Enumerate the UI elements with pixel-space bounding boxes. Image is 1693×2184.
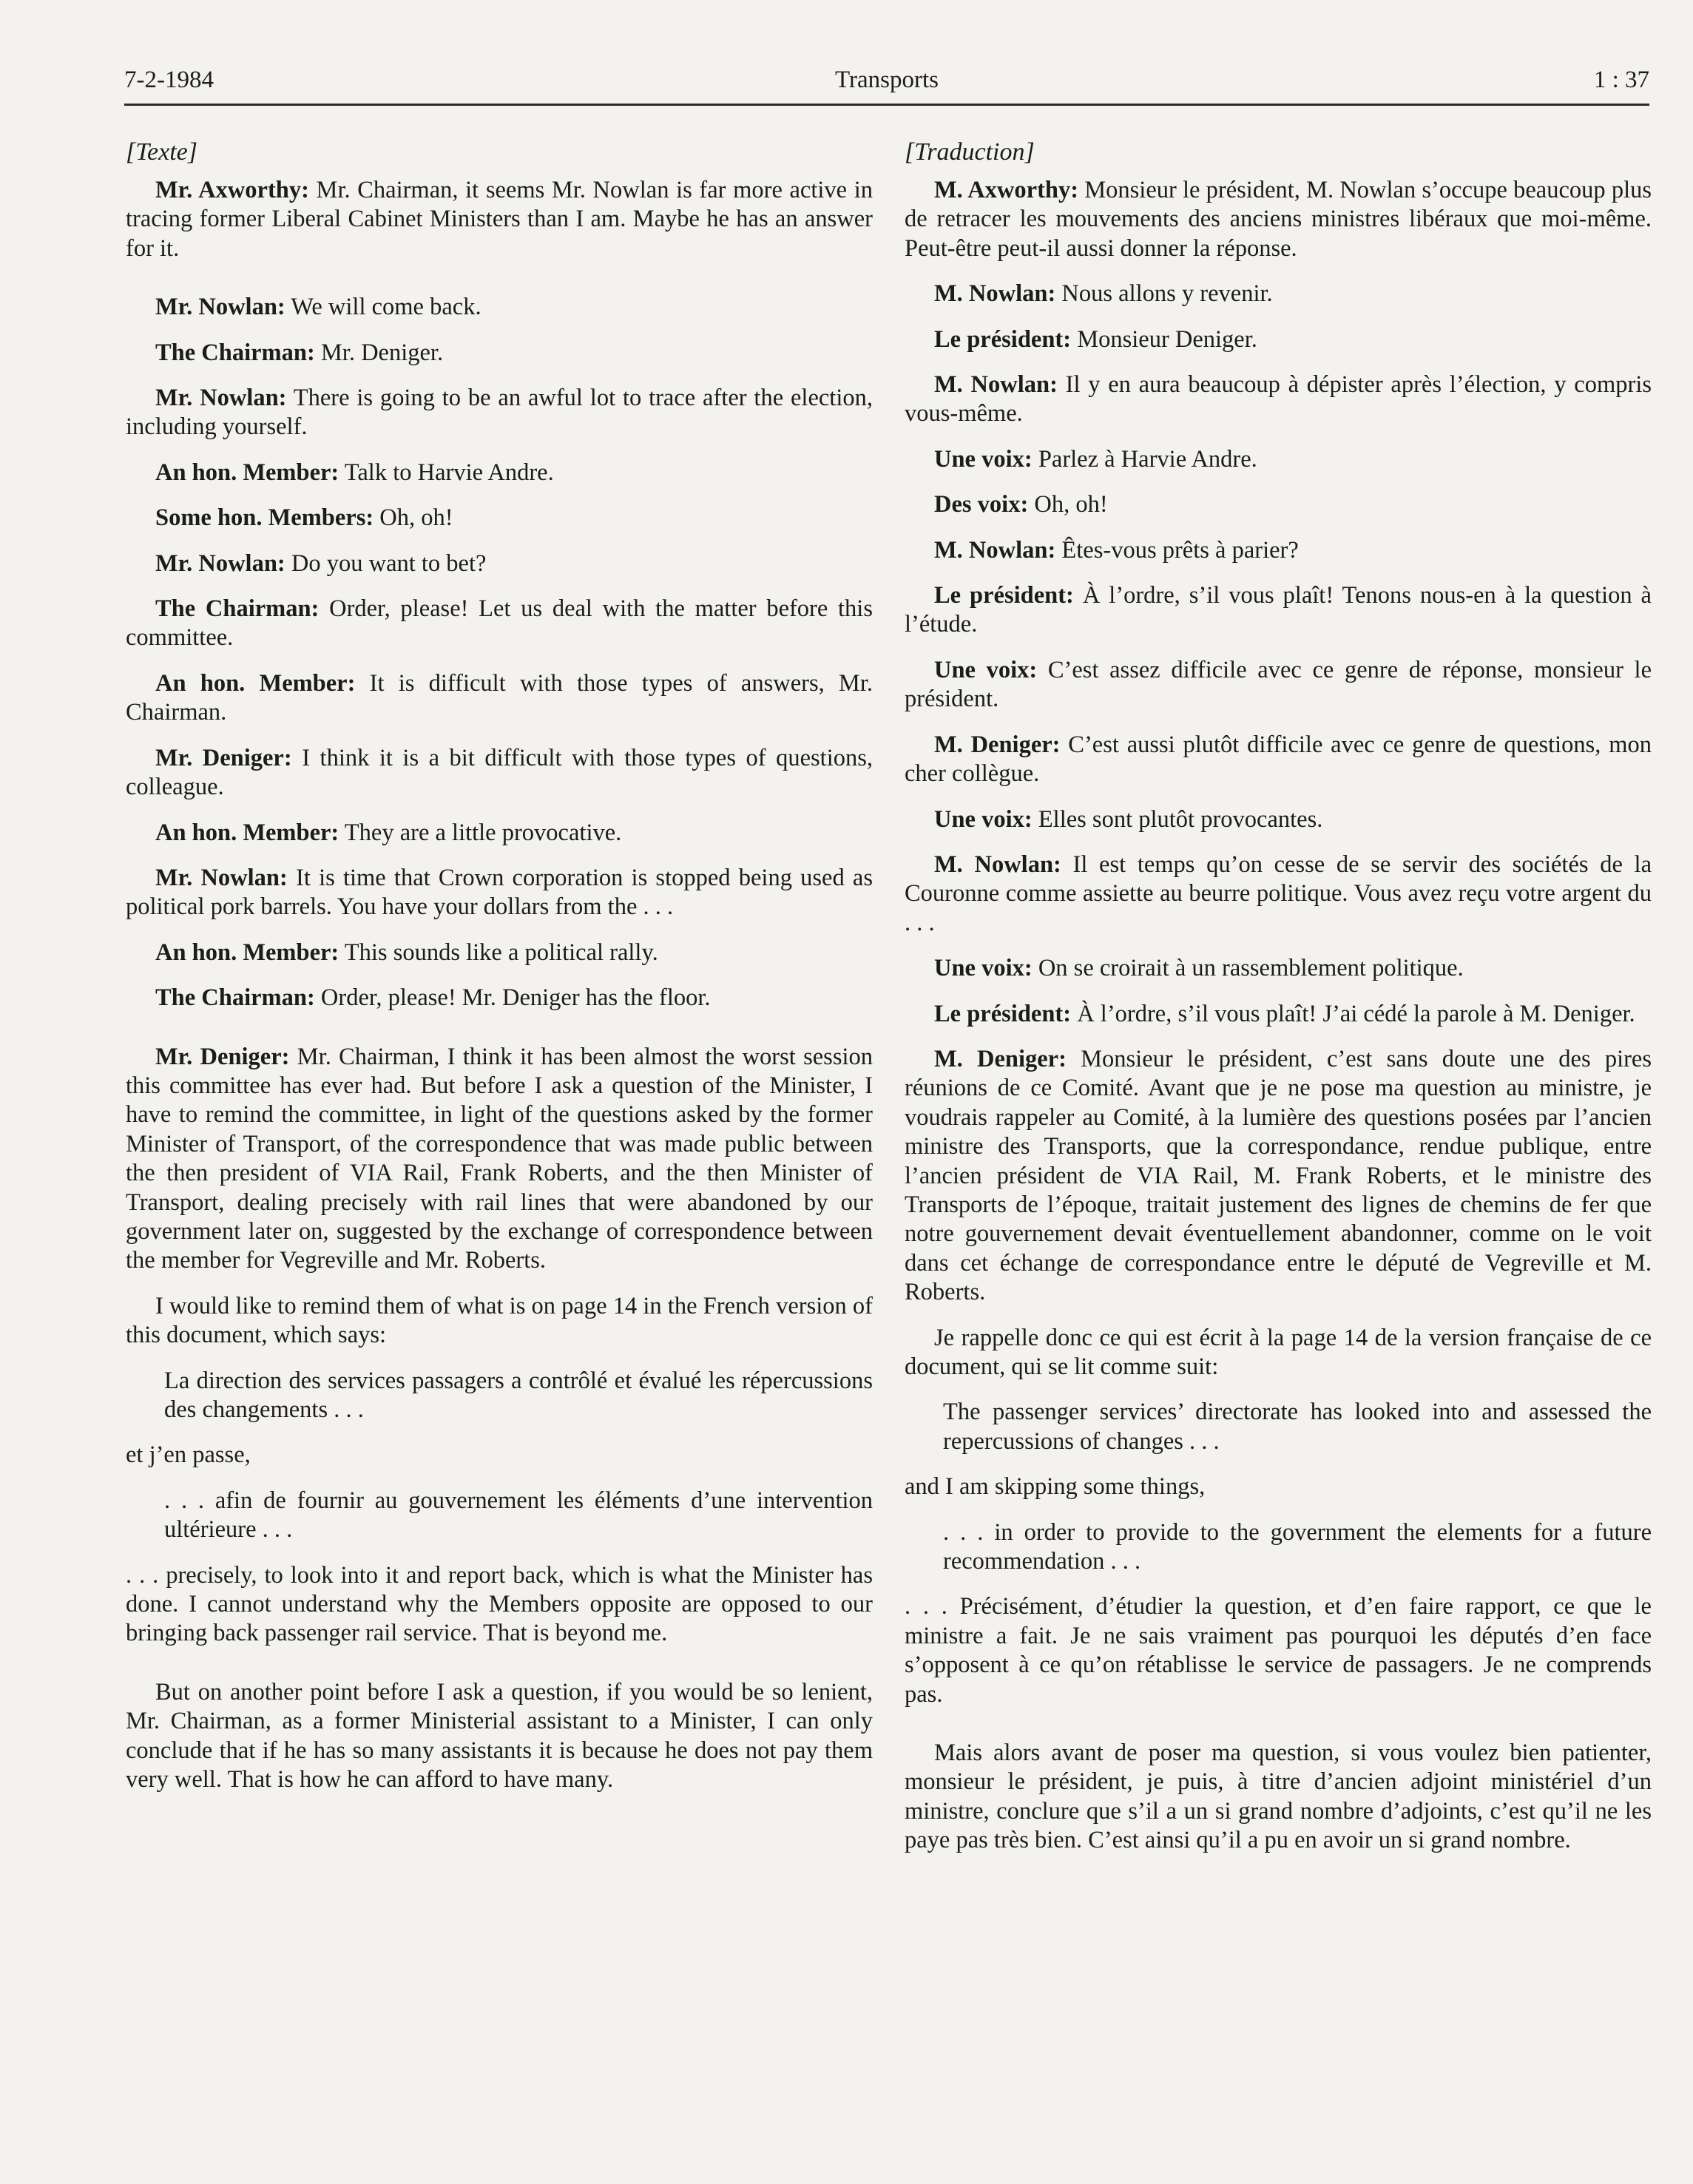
speech-paragraph: [126, 984, 873, 1012]
speech-paragraph: [126, 669, 873, 728]
speech-text: We will come back.: [285, 294, 481, 321]
speech-text: Monsieur le président, M. Nowlan s’occupe beaucoup plus de retracer les mouvements des anciens ministres libéraux que moi-même. Peut-être peut-il aussi donner la réponse.: [905, 177, 1652, 262]
speech-paragraph: [126, 939, 873, 967]
speaker-name: Some hon. Members:: [155, 504, 374, 532]
speaker-name: Une voix:: [934, 805, 1033, 833]
column-label: [Texte]: [126, 138, 197, 166]
block-quote: The passenger services’ directorate has looked into and assessed the repercussions of changes . . .: [943, 1399, 1652, 1455]
speech-paragraph: [905, 176, 1652, 263]
speech-paragraph: [126, 384, 873, 442]
speaker-name: Le président:: [934, 1000, 1072, 1027]
speaker-name: Mr. Nowlan:: [155, 385, 287, 412]
speech-paragraph: [905, 536, 1652, 565]
speaker-name: M. Nowlan:: [934, 371, 1058, 399]
speaker-name: Mr. Nowlan:: [155, 550, 285, 577]
speaker-name: An hon. Member:: [155, 939, 339, 966]
speech-paragraph: [126, 550, 873, 578]
header-title: Transports: [835, 67, 939, 93]
speech-text: Mr. Deniger.: [314, 339, 444, 366]
speech-paragraph: [126, 504, 873, 533]
speaker-name: Mr. Deniger:: [155, 1043, 290, 1070]
speech-text: I think it is a bit difficult with those types of questions, colleague.: [126, 744, 873, 801]
speaker-name: M. Nowlan:: [934, 280, 1056, 308]
right-column: [905, 138, 1652, 1872]
header-page-number: 1 : 37: [1593, 67, 1649, 93]
block-quote: . . . afin de fournir au gouvernement les éléments d’une intervention ultérieure . . .: [164, 1487, 873, 1544]
speech-paragraph: [905, 805, 1652, 834]
speech-paragraph: and I am skipping some things,: [905, 1473, 1206, 1501]
speech-text: It is difficult with those types of answers, Mr. Chairman.: [126, 669, 873, 726]
speech-paragraph: [905, 954, 1652, 983]
speech-paragraph: [126, 293, 873, 322]
speech-text: On se croirait à un rassemblement politique.: [1032, 955, 1464, 982]
speech-paragraph: [126, 459, 873, 487]
speaker-name: The Chairman:: [155, 595, 320, 623]
speech-paragraph: . . . precisely, to look into it and report back, which is what the Minister has done. I cannot understand why the Members opposite are opposed to our bringing back passenger rail service. That is beyond me.: [126, 1561, 873, 1647]
block-quote: La direction des services passagers a contrôlé et évalué les répercussions des changements . . .: [164, 1367, 873, 1423]
speech-paragraph: But on another point before I ask a question, if you would be so lenient, Mr. Chairman, as a former Ministerial assistant to a Minister, I can only conclude that if he has so many assistants it is because he does not pay them very well. That is how he can afford to have many.: [126, 1678, 873, 1793]
speech-text: Talk to Harvie Andre.: [339, 459, 554, 486]
speech-paragraph: [126, 819, 873, 848]
speaker-name: Mr. Nowlan:: [155, 294, 285, 321]
speaker-name: Une voix:: [934, 955, 1033, 982]
speech-text: It is time that Crown corporation is stopped being used as political pork barrels. You have your dollars from the . . .: [126, 864, 873, 921]
speech-paragraph: [126, 864, 873, 922]
speech-paragraph: Mais alors avant de poser ma question, si vous voulez bien patienter, monsieur le président, je puis, à titre d’ancien adjoint ministériel d’un ministre, conclure que s’il a un si grand nombre d’adjoints, c’est qu’il ne les paye pas très bien. C’est ainsi qu’il a pu en avoir un si grand nombre.: [905, 1740, 1652, 1854]
speaker-name: An hon. Member:: [155, 669, 356, 697]
speech-paragraph: [905, 1000, 1652, 1029]
speaker-name: M. Deniger:: [934, 1045, 1067, 1072]
speech-text: Parlez à Harvie Andre.: [1032, 445, 1257, 473]
speech-paragraph: [905, 325, 1652, 354]
speech-text: Êtes-vous prêts à parier?: [1055, 536, 1299, 564]
speech-text: Monsieur Deniger.: [1071, 325, 1257, 353]
speaker-name: An hon. Member:: [155, 459, 339, 486]
speech-text: Order, please! Mr. Deniger has the floor.: [314, 984, 711, 1012]
speaker-name: Le président:: [934, 325, 1072, 353]
speech-paragraph: [905, 490, 1652, 519]
speaker-name: Une voix:: [934, 445, 1033, 473]
speech-paragraph: [905, 371, 1652, 429]
speech-text: Elles sont plutôt provocantes.: [1032, 805, 1323, 833]
speech-text: Il y en aura beaucoup à dépister après l’élection, y compris vous-même.: [905, 371, 1652, 427]
speech-paragraph: [905, 445, 1652, 474]
speech-text: Oh, oh!: [374, 504, 453, 532]
speaker-name: The Chairman:: [155, 339, 315, 366]
speaker-name: Mr. Axworthy:: [155, 177, 309, 203]
speaker-name: Le président:: [934, 582, 1074, 609]
speaker-name: Mr. Nowlan:: [155, 864, 288, 891]
speech-text: C’est assez difficile avec ce genre de réponse, monsieur le président.: [905, 656, 1652, 713]
speech-paragraph: [905, 581, 1652, 640]
speech-paragraph: [126, 339, 873, 368]
speech-paragraph: . . . Précisément, d’étudier la question, et d’en faire rapport, ce que le ministre a fait. Je ne sais vraiment pas pourquoi les députés d’en face s’opposent à ce qu’on rétablisse le service de passagers. Je ne comprends pas.: [905, 1593, 1652, 1708]
speech-text: There is going to be an awful lot to trace after the election, including yourself.: [126, 385, 873, 441]
speech-paragraph: Je rappelle donc ce qui est écrit à la page 14 de la version française de ce document, qui se lit comme suit:: [905, 1324, 1652, 1380]
header-date: 7-2-1984: [124, 67, 214, 93]
speech-text: À l’ordre, s’il vous plaît! Tenons nous-en à la question à l’étude.: [905, 582, 1652, 638]
speaker-name: Une voix:: [934, 656, 1038, 683]
speech-paragraph: et j’en passe,: [126, 1441, 251, 1469]
speech-text: Monsieur le président, c’est sans doute une des pires réunions de ce Comité. Avant que je ne pose ma question au ministre, je voudrais rappeler au Comité, à la lumière des questions posées par l’ancien ministre des Transports, que la correspondance, rendue publique, entre l’ancien président de VIA Rail, M. Frank Roberts, et le ministre des Transports de l’époque, traitait justement des lignes de chemins de fer que notre gouvernement devait éventuellement abandonner, comme on le voit dans cet échange de correspondance entre le député de Vegreville et M. Roberts.: [905, 1045, 1652, 1306]
speech-paragraph: [126, 176, 873, 263]
left-column: [126, 138, 873, 1811]
speech-text: Do you want to bet?: [285, 550, 487, 577]
speech-paragraph: [905, 656, 1652, 714]
speech-text: C’est aussi plutôt difficile avec ce genre de questions, mon cher collègue.: [905, 731, 1652, 788]
speaker-name: M. Nowlan:: [934, 851, 1061, 878]
speech-paragraph: [905, 851, 1652, 938]
speech-text: À l’ordre, s’il vous plaît! J’ai cédé la parole à M. Deniger.: [1071, 1000, 1635, 1027]
speaker-name: Des voix:: [934, 491, 1029, 518]
speech-paragraph: [905, 280, 1652, 308]
block-quote: . . . in order to provide to the government the elements for a future recommendation . . .: [943, 1518, 1652, 1575]
speech-text: Oh, oh!: [1028, 491, 1108, 518]
speech-text: They are a little provocative.: [339, 819, 622, 846]
speech-paragraph: I would like to remind them of what is on page 14 in the French version of this document, which says:: [126, 1292, 873, 1349]
speaker-name: M. Axworthy:: [934, 177, 1079, 203]
speech-paragraph: [905, 1045, 1652, 1308]
speech-paragraph: [126, 595, 873, 653]
speech-paragraph: [126, 1043, 873, 1276]
speech-text: Mr. Chairman, I think it has been almost the worst session this committee has ever had. But before I ask a question of the Minister, I have to remind the committee, in light of the questions asked by the former Minister of Transport, of the correspondence that was made public between the then president of VIA Rail, Frank Roberts, and the then Minister of Transport, dealing precisely with rail lines that were abandoned by our government later on, suggested by the exchange of correspondence between the member for Vegreville and Mr. Roberts.: [126, 1043, 873, 1274]
speaker-name: The Chairman:: [155, 984, 315, 1012]
page-header: [124, 64, 1649, 106]
speaker-name: Mr. Deniger:: [155, 744, 292, 771]
speech-text: Nous allons y revenir.: [1055, 280, 1273, 308]
column-label: [Traduction]: [905, 138, 1035, 166]
speech-text: Mr. Chairman, it seems Mr. Nowlan is far more active in tracing former Liberal Cabinet Ministers than I am. Maybe he has an answer for it.: [126, 177, 873, 262]
speech-paragraph: [126, 744, 873, 802]
speaker-name: An hon. Member:: [155, 819, 339, 846]
speech-paragraph: [905, 731, 1652, 789]
speech-text: This sounds like a political rally.: [339, 939, 658, 966]
speech-text: Order, please! Let us deal with the matter before this committee.: [126, 595, 873, 652]
speaker-name: M. Deniger:: [934, 731, 1061, 758]
speech-text: Il est temps qu’on cesse de se servir des sociétés de la Couronne comme assiette au beurre politique. Vous avez reçu votre argent du . . .: [905, 851, 1652, 936]
speaker-name: M. Nowlan:: [934, 536, 1056, 564]
